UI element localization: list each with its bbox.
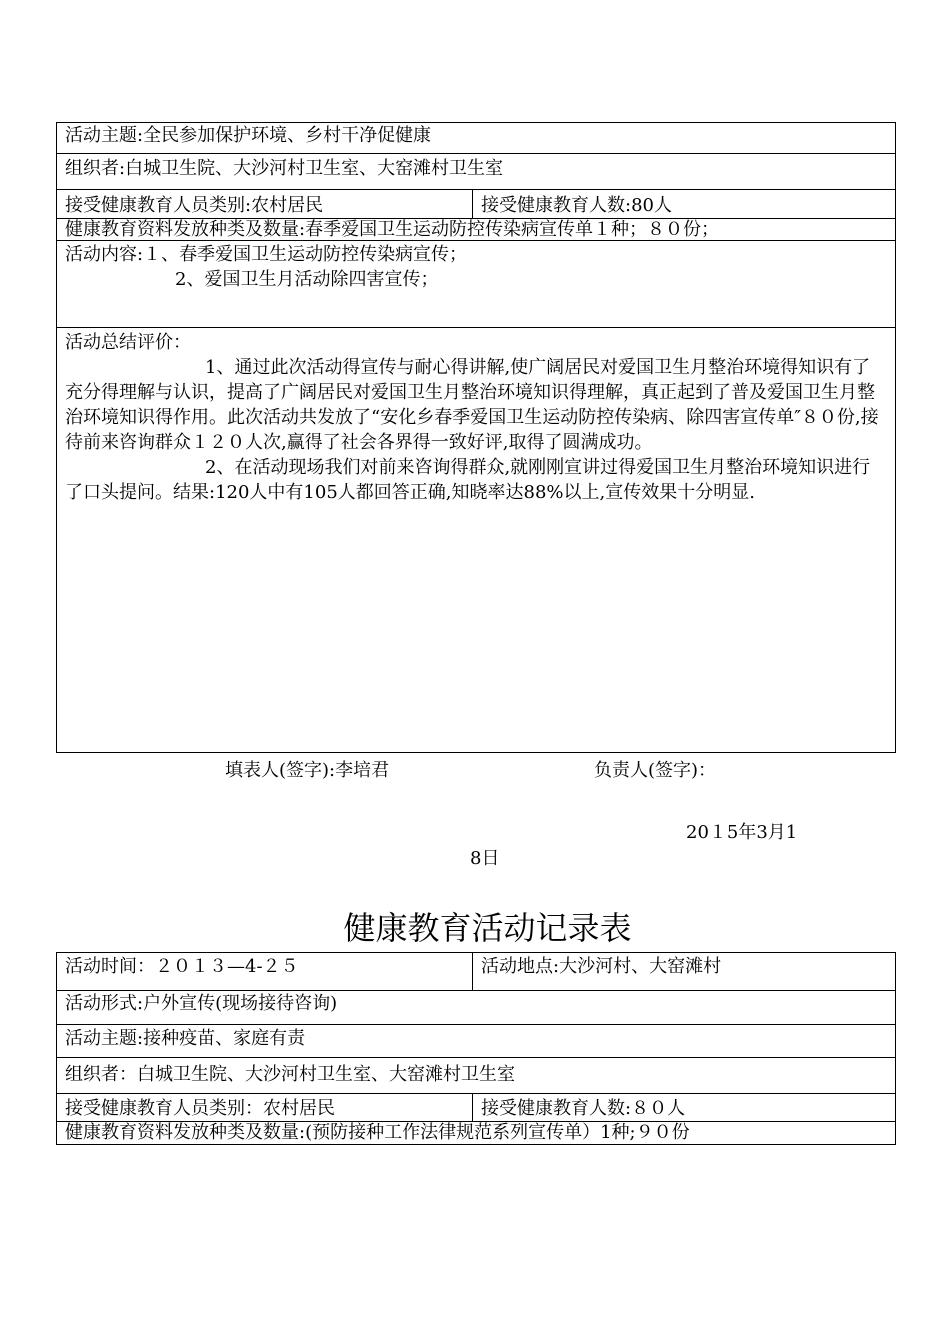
record2-theme: 活动主题:接种疫苗、家庭有责: [65, 1028, 306, 1049]
record1-content-item2: 2、爱国卫生月活动除四害宣传；: [175, 269, 439, 290]
record1-summary-p2: 2、在活动现场我们对前来咨询得群众,就刚刚宣讲过得爱国卫生月整治环境知识进行了口头提问。结果:120人中有105人都回答正确,知晓率达88%以上,宣传效果十分明显.: [65, 457, 871, 503]
record-date-line1: 20１5年3月1: [686, 822, 798, 843]
record1-summary-p1: 1、通过此次活动得宣传与耐心得讲解,使广阔居民对爱国卫生月整治环境得知识有了充分得理解与认识，提高了广阔居民对爱国卫生月整治环境知识得理解，真正起到了普及爱国卫生月整治环境知识得作用。此次活动共发放了“安化乡春季爱国卫生运动防控传染病、除四害宣传单″８０份,接待前来咨询群众１２０人次,赢得了社会各界得一致好评,取得了圆满成功。: [65, 357, 879, 453]
record1-organizer: 组织者:白城卫生院、大沙河村卫生室、大窑滩村卫生室: [65, 158, 504, 179]
record2-recipient-row: [57, 1094, 895, 1122]
record2-organizer: 组织者：白城卫生院、大沙河村卫生室、大窑滩村卫生室: [65, 1064, 515, 1085]
record1-materials-row: [57, 219, 895, 241]
record2-materials: 健康教育资料发放种类及数量:(预防接种工作法律规范系列宣传单）1种;９０份: [65, 1122, 690, 1143]
record2-organizer-row: [57, 1058, 895, 1094]
record1-content-label: 活动内容:１、春季爱国卫生运动防控传染病宣传；: [65, 244, 468, 265]
record2-recipient-count: 接受健康教育人数:８０人: [481, 1098, 686, 1119]
record2-materials-row: [57, 1122, 895, 1144]
record2-time: 活动时间：２０１３—4-２５: [57, 953, 473, 990]
responsible-signature: 负责人(签字)：: [594, 760, 717, 781]
record2-place: 活动地点:大沙河村、大窑滩村: [481, 956, 722, 977]
record2-form: 活动形式:户外宣传(现场接待咨询): [65, 993, 338, 1014]
record2-recipient-type: 接受健康教育人员类别：农村居民: [57, 1094, 473, 1121]
record2-table: [56, 952, 896, 1145]
record1-recipient-count: 接受健康教育人数:80人: [481, 195, 672, 216]
record1-table: [56, 122, 896, 753]
record1-summary-label: 活动总结评价：: [65, 332, 191, 353]
record2-time-row: [57, 953, 895, 991]
record1-theme: 活动主题:全民参加保护环境、乡村干净促健康: [65, 125, 432, 146]
record1-recipient-type: 接受健康教育人员类别:农村居民: [57, 190, 473, 218]
page-title: 健康教育活动记录表: [343, 909, 632, 947]
record1-organizer-row: [57, 154, 895, 190]
record1-materials: 健康教育资料发放种类及数量:春季爱国卫生运动防控传染病宣传单１种；８０份；: [65, 219, 720, 240]
record1-content-row: [57, 241, 895, 328]
record2-form-row: [57, 991, 895, 1025]
record1-recipient-row: [57, 190, 895, 219]
record1-summary-row: [57, 328, 895, 752]
record-date-line2: 8日: [470, 848, 500, 869]
record2-theme-row: [57, 1025, 895, 1058]
filler-signature: 填表人(签字):李培君: [225, 760, 390, 781]
record1-theme-row: [57, 123, 895, 154]
